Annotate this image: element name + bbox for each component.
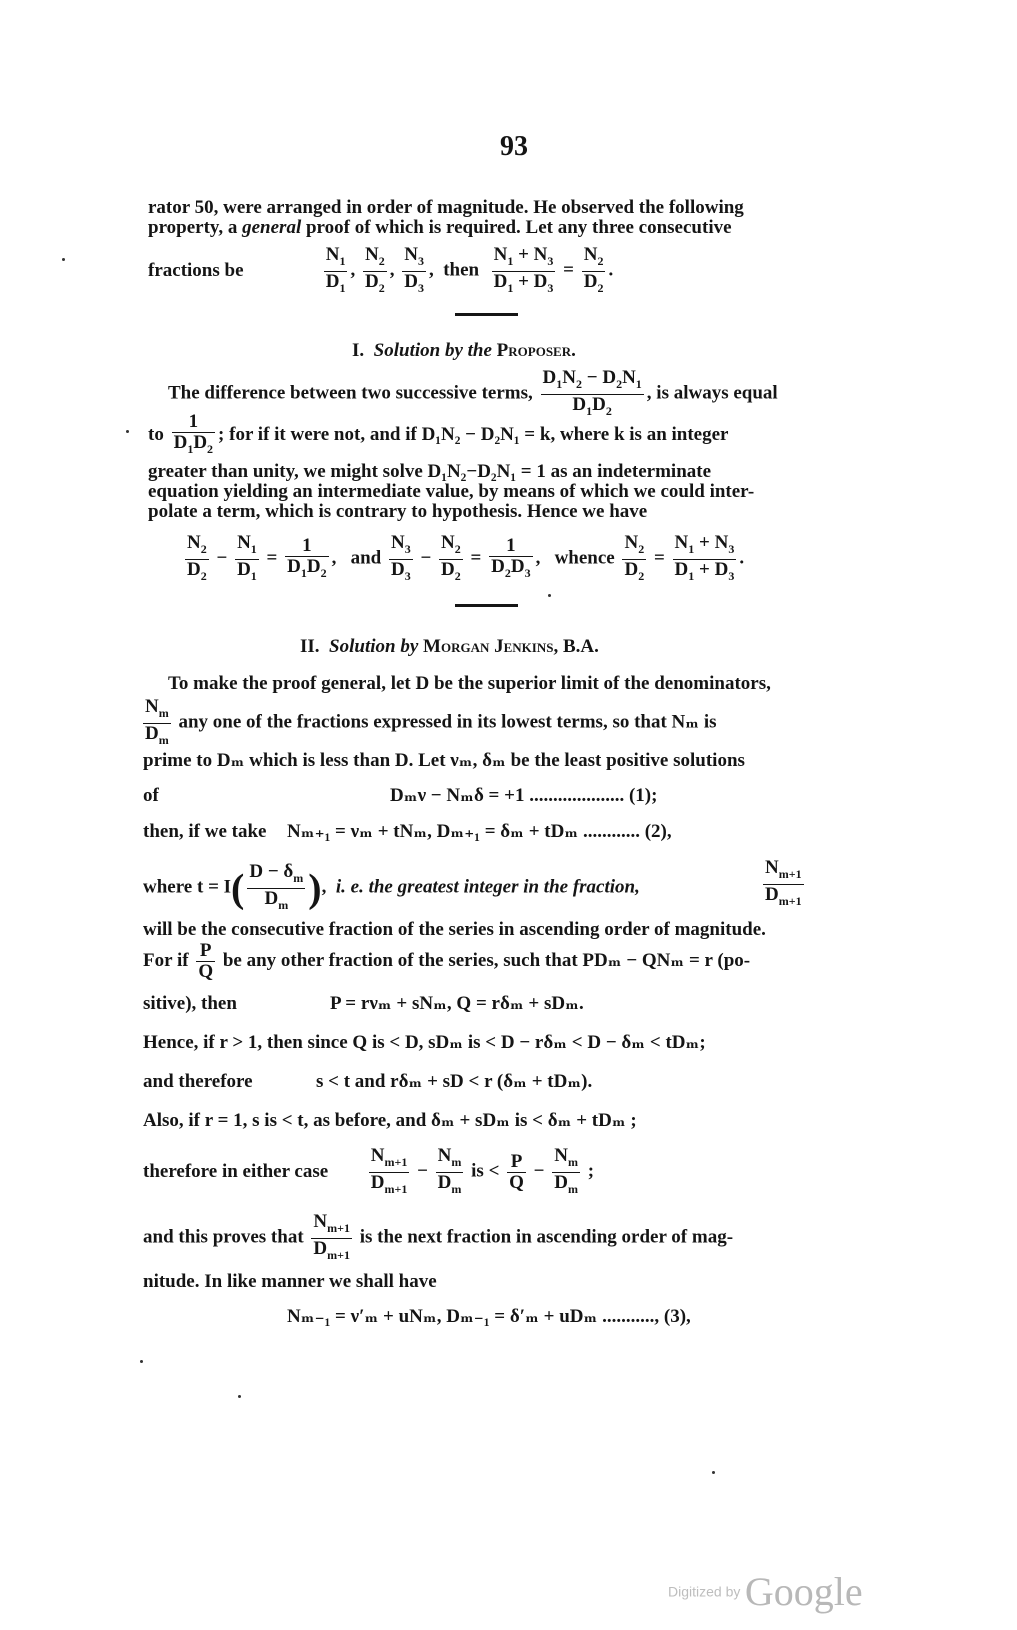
equation-p-q: P = rνₘ + sNₘ, Q = rδₘ + sDₘ. [330,993,584,1014]
fraction-nm-dm: $\frac{N_m}{D_m}$ [145,696,169,747]
scan-speck [548,594,551,597]
sol2-line8: For if $\frac{P}{Q}$ be any other fraction of the series, such that PDₘ − QNₘ = r (po- [143,940,751,982]
sol1-line3: greater than unity, we might solve D₁N₂−D₂N₁ = 1 as an indeterminate [148,461,712,482]
scan-speck [62,258,65,261]
and-therefore: and therefore [143,1071,253,1092]
sol2-line7: will be the consecutive fraction of the series in ascending order of magnitude. [143,919,766,940]
mediant-fraction: $\frac{N_1 + N_3}{D_1 + D_3}$ [493,244,554,295]
sol1-line5: polate a term, which is contrary to hypothesis. Hence we have [148,501,648,522]
inequality: s < t and rδₘ + sD < r (δₘ + tDₘ). [316,1071,593,1092]
where-t-line: where t = I( $\frac{D - \delta_m}{D_m}$ ), i. e. the greatest integer in the fraction, [143,861,640,912]
scan-speck [238,1395,241,1398]
fraction-n3-d3: $\frac{N_3}{D_3}$ [404,244,424,295]
fraction-n2-d2-result: $\frac{N_2}{D_2}$ [583,244,604,295]
hence-line: Hence, if r > 1, then since Q is < D, sDₘ is < D − rδₘ < D − δₘ < tDₘ; [143,1032,706,1053]
sitive-then: sitive), then [143,993,237,1014]
also-line: Also, if r = 1, s is < t, as before, and δₘ + sDₘ is < δₘ + tDₘ ; [143,1110,637,1131]
nitude-line: nitude. In like manner we shall have [143,1271,437,1292]
heading-solution-2: II. Solution by Morgan Jenkins, B.A. [300,636,599,657]
sol1-line4: equation yielding an intermediate value, by means of which we could inter- [148,481,755,502]
scan-speck [140,1360,143,1363]
sol1-line2: to $\frac{1}{D_1D_2}$ ; for if it were not, and if D₁N₂ − D₂N₁ = k, where k is an integer [148,412,728,459]
fraction-p-q: $\frac{P}{Q}$ [198,940,214,982]
sol2-line2: $\frac{N_m}{D_m}$ any one of the fractions expressed in its lowest terms, so that Nₘ is [143,697,717,750]
para1-line1: rator 50, were arranged in order of magnitude. He observed the following [148,197,744,218]
digitized-by-google-watermark: Digitized by Google [668,1569,863,1614]
section-rule-1 [455,313,518,316]
of-word: of [143,785,159,806]
scan-speck [126,430,129,433]
either-case-line: therefore in either case $\frac{N_{m+1}}{D_{m+1}}$ − $\frac{N_m}{D_m}$ is < $\frac{P}{Q}$ − $\frac{N_m}{D_m}$ ; [143,1145,595,1196]
section-rule-2 [455,604,518,607]
reciprocal-fraction: $\frac{1}{D_1D_2}$ [173,411,214,456]
heading-solution-1: I. Solution by the Proposer. [352,340,576,361]
sol1-line1: The difference between two successive terms, $\frac{D_1N_2 - D_2N_1}{D_1D_2}$ , is always equal [168,368,778,421]
sol1-equations: $\frac{N_2}{D_2}$ − $\frac{N_1}{D_1}$ = $\frac{1}{D_1D_2}$ , and $\frac{N_3}{D_3}$ − $\frac{N_2}{D_2}$ = $\frac{1}{D_2D_3}$ , whence $\frac{N_2}{D_2}$ = $\frac{N_1 + N_3}{D_1 + D_3}$ . [187,532,745,583]
fraction-n1-d1: $\frac{N_1}{D_1}$ [325,244,346,295]
page-number: 93 [500,131,528,162]
equation-1: Dₘν − Nₘδ = +1 .................... (1); [390,785,658,806]
difference-fraction: $\frac{D_1N_2 - D_2N_1}{D_1D_2}$ [542,367,642,418]
fraction-nm1-dm1: $\frac{N_{m+1}}{D_{m+1}}$ [765,857,802,908]
sol2-line3: prime to Dₘ which is less than D. Let νₘ, δₘ be the least positive solutions [143,750,745,771]
equation-2: Nₘ₊₁ = νₘ + tNₘ, Dₘ₊₁ = δₘ + tDₘ ............ (2), [287,821,672,842]
proves-line: and this proves that $\frac{N_{m+1}}{D_{m+1}}$ is the next fraction in ascending order of mag- [143,1211,734,1262]
fractions-statement: fractions be $\frac{N_1}{D_1}$ , $\frac{N_2}{D_2}$ , $\frac{N_3}{D_3}$ , then $\frac{N_1 + N_3}{D_1 + D_3}$ = $\frac{N_2}{D_2}$ . [148,245,613,298]
equation-3: Nₘ₋₁ = ν′ₘ + uNₘ, Dₘ₋₁ = δ′ₘ + uDₘ ..........., (3), [287,1306,691,1327]
para1-line2: property, a general proof of which is required. Let any three consecutive [148,217,732,238]
scan-speck [712,1471,715,1474]
then-take: then, if we take [143,821,267,842]
fraction-n2-d2: $\frac{N_2}{D_2}$ [364,244,385,295]
sol2-line1: To make the proof general, let D be the superior limit of the denominators, [168,673,771,694]
